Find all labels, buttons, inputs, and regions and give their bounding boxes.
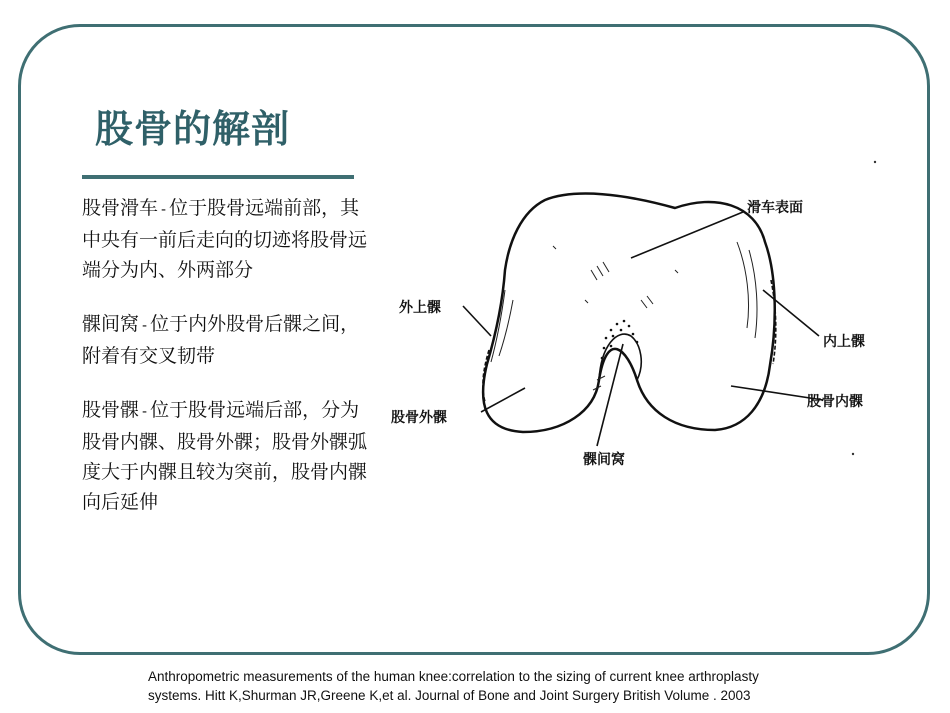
- paragraph-trochlea: [82, 193, 372, 285]
- term-intercondylar-notch: 髁间窝: [82, 313, 140, 335]
- desc-trochlea: 位于股骨远端前部，其中央有一前后走向的切迹将股骨远端分为内、外两部分: [82, 197, 368, 281]
- citation-line-1: Anthropometric measurements of the human knee:correlation to the sizing of current knee arthroplasty: [148, 669, 759, 684]
- body-text: [82, 193, 372, 541]
- paragraph-condyle: [82, 395, 372, 517]
- term-trochlea: 股骨滑车: [82, 197, 159, 219]
- citation: [148, 667, 908, 705]
- desc-intercondylar-notch: 位于内外股骨后髁之间，附着有交叉韧带: [82, 313, 360, 367]
- title-underline: [82, 175, 354, 179]
- term-condyle: 股骨髁: [82, 399, 140, 421]
- slide-title: 股骨的解剖: [95, 107, 291, 151]
- label-trochlea-surface: 滑车表面: [747, 200, 803, 216]
- term-separator: -: [142, 404, 148, 420]
- label-lateral-epicondyle: 外上髁: [399, 300, 441, 316]
- label-intercondylar-notch: 髁间窝: [583, 452, 625, 468]
- label-lateral-condyle: 股骨外髁: [391, 410, 447, 426]
- femur-diagram: [385, 150, 905, 490]
- label-medial-epicondyle: 内上髁: [823, 334, 865, 350]
- citation-line-2: systems. Hitt K,Shurman JR,Greene K,et al. Journal of Bone and Joint Surgery British Volume . 2003: [148, 688, 751, 703]
- label-medial-condyle: 股骨内髁: [807, 394, 863, 410]
- paragraph-intercondylar-notch: [82, 309, 372, 371]
- speck: [852, 453, 854, 455]
- desc-condyle: 位于股骨远端后部，分为股骨内髁、股骨外髁；股骨外髁弧度大于内髁且较为突前，股骨内髁向后延伸: [82, 399, 368, 513]
- femur-illustration: [385, 150, 905, 490]
- term-separator: -: [161, 202, 167, 218]
- speck: [874, 161, 876, 163]
- term-separator: -: [142, 318, 148, 334]
- femur-outline: [483, 194, 775, 432]
